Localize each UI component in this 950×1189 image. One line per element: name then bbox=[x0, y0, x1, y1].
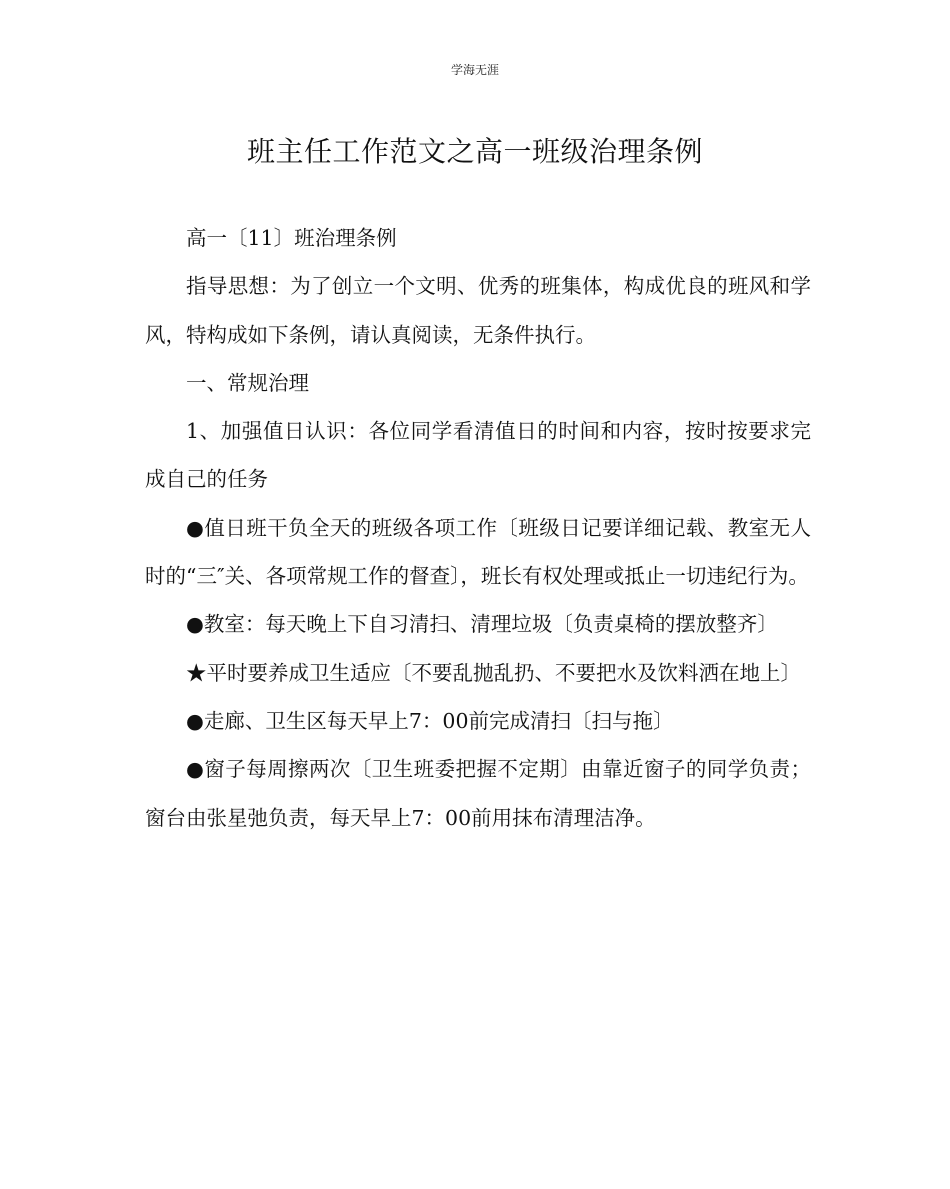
paragraph-guiding-thought: 指导思想：为了创立一个文明、优秀的班集体，构成优良的班风和学风，特构成如下条例，请认真阅读，无条件执行。 bbox=[145, 274, 811, 347]
page-header: 学海无涯 bbox=[450, 63, 499, 77]
paragraph-classroom-cleaning: ●教室：每天晚上下自习清扫、清理垃圾〔负责桌椅的摆放整齐〕 bbox=[186, 612, 778, 637]
document-body bbox=[145, 214, 811, 842]
paragraph-corridor-cleaning: ●走廊、卫生区每天早上7：00前完成清扫〔扫与拖〕 bbox=[186, 708, 674, 733]
paragraph-hygiene-habits: ★平时要养成卫生适应〔不要乱抛乱扔、不要把水及饮料洒在地上〕 bbox=[186, 660, 801, 685]
document-title: 班主任工作范文之高一班级治理条例 bbox=[246, 135, 703, 168]
paragraph-duty-awareness: 1、加强值日认识：各位同学看清值日的时间和内容，按时按要求完成自己的任务 bbox=[145, 419, 811, 492]
paragraph-section-routine-management: 一、常规治理 bbox=[186, 370, 309, 395]
paragraph-class-regulation-heading: 高一〔11〕班治理条例 bbox=[186, 226, 397, 250]
paragraph-window-cleaning: ●窗子每周擦两次〔卫生班委把握不定期〕由靠近窗子的同学负责；窗台由张星弛负责，每天早上7：00前用抹布清理洁净。 bbox=[145, 757, 811, 830]
paragraph-duty-leader: ●值日班干负全天的班级各项工作〔班级日记要详细记载、教室无人时的“三″关、各项常规工作的督查〕，班长有权处理或抵止一切违纪行为。 bbox=[145, 515, 811, 589]
